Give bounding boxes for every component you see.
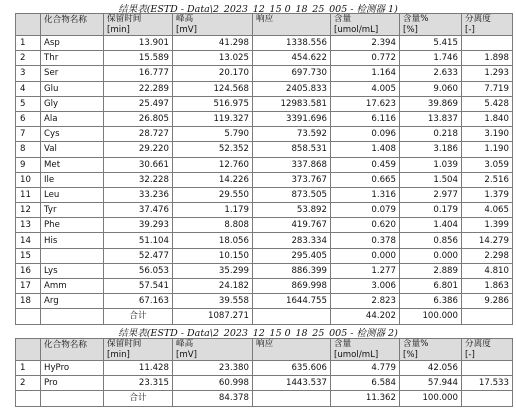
table-row <box>16 248 513 263</box>
cell-conc: 0.620 <box>331 218 400 233</box>
row-index: 12 <box>16 203 41 218</box>
cell-area: 697.730 <box>253 66 331 81</box>
cell-pct: 6.386 <box>400 294 462 309</box>
cell-height: 23.380 <box>173 361 253 376</box>
cell-area: 2405.833 <box>253 81 331 96</box>
cell-res: 14.279 <box>462 233 513 248</box>
cell-conc: 1.408 <box>331 142 400 157</box>
cell-area: 373.767 <box>253 172 331 187</box>
cell-area: 295.405 <box>253 248 331 263</box>
header-res-unit: [-] <box>465 349 475 360</box>
cell-area: 12983.581 <box>253 96 331 111</box>
cell-pct: 1.404 <box>400 218 462 233</box>
header-res-unit: [-] <box>465 24 475 35</box>
cell-height: 119.327 <box>173 111 253 126</box>
cell-area: 869.998 <box>253 279 331 294</box>
header-conc <box>331 14 400 36</box>
row-index: 5 <box>16 96 41 111</box>
compound-name: Pro <box>41 376 104 391</box>
table-row <box>16 263 513 278</box>
cell-pct: 57.944 <box>400 376 462 391</box>
compound-name: Lys <box>41 263 104 278</box>
cell-area: 454.622 <box>253 51 331 66</box>
cell-rt: 32.228 <box>104 172 173 187</box>
header-rt-unit: [min] <box>107 349 130 360</box>
cell-rt: 26.805 <box>104 111 173 126</box>
cell-res: 2.298 <box>462 248 513 263</box>
header-height-label: 峰高 <box>176 14 194 24</box>
row-index: 18 <box>16 294 41 309</box>
cell-pct: 0.179 <box>400 203 462 218</box>
cell-pct: 9.060 <box>400 81 462 96</box>
cell-height: 14.226 <box>173 172 253 187</box>
cell-pct: 2.889 <box>400 263 462 278</box>
header-pct-label: 含量% <box>403 339 429 349</box>
cell-res: 17.533 <box>462 376 513 391</box>
cell-area: 886.399 <box>253 263 331 278</box>
cell-res: 2.516 <box>462 172 513 187</box>
compound-name: Amm <box>41 279 104 294</box>
header-area-label: 响应 <box>256 339 274 349</box>
cell-height: 41.298 <box>173 36 253 51</box>
compound-name: His <box>41 233 104 248</box>
header-name: 化合物名称 <box>41 14 104 36</box>
header-area <box>253 339 331 361</box>
cell-area: 73.592 <box>253 127 331 142</box>
cell-rt: 52.477 <box>104 248 173 263</box>
row-index: 10 <box>16 172 41 187</box>
results-table-detector-2 <box>15 338 513 407</box>
header-area <box>253 14 331 36</box>
cell-conc: 17.623 <box>331 96 400 111</box>
cell-height: 1.179 <box>173 203 253 218</box>
cell-area: 53.892 <box>253 203 331 218</box>
cell-rt: 16.777 <box>104 66 173 81</box>
total-pct: 100.000 <box>400 391 462 406</box>
row-index: 11 <box>16 187 41 202</box>
header-height-unit: [mV] <box>176 349 197 360</box>
compound-name: Ile <box>41 172 104 187</box>
header-res-label: 分离度 <box>465 339 491 349</box>
header-res <box>462 339 513 361</box>
header-height <box>173 14 253 36</box>
table-row <box>16 142 513 157</box>
cell-res <box>462 361 513 376</box>
cell-conc: 0.378 <box>331 233 400 248</box>
cell-rt: 33.236 <box>104 187 173 202</box>
cell-pct: 39.869 <box>400 96 462 111</box>
cell-height: 5.790 <box>173 127 253 142</box>
total-empty <box>16 391 41 406</box>
cell-pct: 1.504 <box>400 172 462 187</box>
compound-name: Leu <box>41 187 104 202</box>
row-index: 4 <box>16 81 41 96</box>
cell-res: 1.863 <box>462 279 513 294</box>
header-pct-unit: [%] <box>403 349 418 360</box>
total-label: 合计 <box>104 309 173 324</box>
header-index <box>16 339 41 361</box>
row-index: 1 <box>16 36 41 51</box>
cell-pct: 1.746 <box>400 51 462 66</box>
header-pct-label: 含量% <box>403 14 429 24</box>
cell-height: 52.352 <box>173 142 253 157</box>
table-row <box>16 376 513 391</box>
compound-name: Val <box>41 142 104 157</box>
total-empty <box>16 309 41 324</box>
cell-res: 7.719 <box>462 81 513 96</box>
cell-rt: 29.220 <box>104 142 173 157</box>
cell-area: 3391.696 <box>253 111 331 126</box>
compound-name: Asp <box>41 36 104 51</box>
total-empty <box>253 309 331 324</box>
cell-conc: 0.079 <box>331 203 400 218</box>
cell-area: 337.868 <box>253 157 331 172</box>
header-height <box>173 339 253 361</box>
cell-height: 516.975 <box>173 96 253 111</box>
cell-rt: 30.661 <box>104 157 173 172</box>
table-row <box>16 51 513 66</box>
cell-area: 858.531 <box>253 142 331 157</box>
table-row <box>16 81 513 96</box>
header-height-label: 峰高 <box>176 339 194 349</box>
cell-rt: 67.163 <box>104 294 173 309</box>
cell-height: 60.998 <box>173 376 253 391</box>
cell-height: 29.550 <box>173 187 253 202</box>
total-label: 合计 <box>104 391 173 406</box>
table-row <box>16 218 513 233</box>
cell-conc: 4.779 <box>331 361 400 376</box>
header-rt-unit: [min] <box>107 24 130 35</box>
table-row <box>16 361 513 376</box>
compound-name: Tyr <box>41 203 104 218</box>
row-index: 1 <box>16 361 41 376</box>
cell-res <box>462 36 513 51</box>
row-index: 2 <box>16 51 41 66</box>
cell-height: 8.808 <box>173 218 253 233</box>
cell-pct: 3.186 <box>400 142 462 157</box>
cell-height: 18.056 <box>173 233 253 248</box>
table-row <box>16 36 513 51</box>
header-conc-unit: [umol/mL] <box>334 349 379 360</box>
cell-conc: 2.394 <box>331 36 400 51</box>
cell-res: 4.065 <box>462 203 513 218</box>
table-row <box>16 157 513 172</box>
cell-pct: 13.837 <box>400 111 462 126</box>
cell-conc: 1.316 <box>331 187 400 202</box>
cell-height: 24.182 <box>173 279 253 294</box>
cell-area: 419.767 <box>253 218 331 233</box>
header-index <box>16 14 41 36</box>
header-rt <box>104 339 173 361</box>
cell-conc: 4.005 <box>331 81 400 96</box>
cell-pct: 0.218 <box>400 127 462 142</box>
header-rt-label: 保留时间 <box>107 14 142 24</box>
cell-conc: 0.459 <box>331 157 400 172</box>
row-index: 2 <box>16 376 41 391</box>
cell-conc: 1.164 <box>331 66 400 81</box>
cell-pct: 5.415 <box>400 36 462 51</box>
cell-conc: 3.006 <box>331 279 400 294</box>
cell-pct: 2.977 <box>400 187 462 202</box>
cell-rt: 37.476 <box>104 203 173 218</box>
cell-res: 1.379 <box>462 187 513 202</box>
table-row <box>16 294 513 309</box>
table2-title: 结果表(ESTD - Data\2_2023_12_15 0_18_25_005 - 检测器 2) <box>118 328 398 339</box>
row-index: 16 <box>16 263 41 278</box>
total-height: 1087.271 <box>173 309 253 324</box>
cell-rt: 23.315 <box>104 376 173 391</box>
cell-rt: 28.727 <box>104 127 173 142</box>
cell-res: 5.428 <box>462 96 513 111</box>
cell-conc: 6.584 <box>331 376 400 391</box>
table-row <box>16 172 513 187</box>
cell-pct: 6.801 <box>400 279 462 294</box>
table-row <box>16 127 513 142</box>
header-pct <box>400 14 462 36</box>
header-conc-unit: [umol/mL] <box>334 24 379 35</box>
total-empty <box>41 391 104 406</box>
row-index: 9 <box>16 157 41 172</box>
total-row <box>16 309 513 324</box>
cell-area: 1338.556 <box>253 36 331 51</box>
cell-area: 283.334 <box>253 233 331 248</box>
header-area-label: 响应 <box>256 14 274 24</box>
header-name: 化合物名称 <box>41 339 104 361</box>
header-pct <box>400 339 462 361</box>
cell-height: 39.558 <box>173 294 253 309</box>
header-row <box>16 14 513 36</box>
compound-name: Arg <box>41 294 104 309</box>
total-row <box>16 391 513 406</box>
row-index: 15 <box>16 248 41 263</box>
cell-area: 873.505 <box>253 187 331 202</box>
cell-rt: 56.053 <box>104 263 173 278</box>
cell-rt: 13.901 <box>104 36 173 51</box>
total-empty <box>462 309 513 324</box>
cell-pct: 0.856 <box>400 233 462 248</box>
header-res-label: 分离度 <box>465 14 491 24</box>
cell-rt: 25.497 <box>104 96 173 111</box>
row-index: 17 <box>16 279 41 294</box>
compound-name: Thr <box>41 51 104 66</box>
cell-res: 1.898 <box>462 51 513 66</box>
cell-height: 13.025 <box>173 51 253 66</box>
row-index: 8 <box>16 142 41 157</box>
compound-name <box>41 248 104 263</box>
header-rt <box>104 14 173 36</box>
cell-height: 20.170 <box>173 66 253 81</box>
total-pct: 100.000 <box>400 309 462 324</box>
cell-area: 635.606 <box>253 361 331 376</box>
total-empty <box>462 391 513 406</box>
compound-name: Gly <box>41 96 104 111</box>
cell-area: 1644.755 <box>253 294 331 309</box>
cell-res: 3.190 <box>462 127 513 142</box>
header-res <box>462 14 513 36</box>
header-pct-unit: [%] <box>403 24 418 35</box>
table-row <box>16 96 513 111</box>
total-conc: 11.362 <box>331 391 400 406</box>
cell-rt: 39.293 <box>104 218 173 233</box>
cell-rt: 15.589 <box>104 51 173 66</box>
cell-res: 1.399 <box>462 218 513 233</box>
table1-title: 结果表(ESTD - Data\2_2023_12_15 0_18_25_005 - 检测器 1) <box>118 4 398 15</box>
cell-conc: 1.277 <box>331 263 400 278</box>
cell-conc: 6.116 <box>331 111 400 126</box>
header-height-unit: [mV] <box>176 24 197 35</box>
cell-rt: 57.541 <box>104 279 173 294</box>
total-height: 84.378 <box>173 391 253 406</box>
cell-height: 10.150 <box>173 248 253 263</box>
cell-conc: 2.823 <box>331 294 400 309</box>
row-index: 7 <box>16 127 41 142</box>
results-table-detector-1 <box>15 13 513 325</box>
cell-height: 124.568 <box>173 81 253 96</box>
cell-pct: 2.633 <box>400 66 462 81</box>
cell-conc: 0.000 <box>331 248 400 263</box>
cell-conc: 0.096 <box>331 127 400 142</box>
row-index: 13 <box>16 218 41 233</box>
row-index: 3 <box>16 66 41 81</box>
table-row <box>16 233 513 248</box>
header-conc-label: 含量 <box>334 339 352 349</box>
compound-name: Glu <box>41 81 104 96</box>
compound-name: Ala <box>41 111 104 126</box>
total-conc: 44.202 <box>331 309 400 324</box>
total-empty <box>253 391 331 406</box>
compound-name: Met <box>41 157 104 172</box>
row-index: 14 <box>16 233 41 248</box>
header-conc-label: 含量 <box>334 14 352 24</box>
cell-conc: 0.772 <box>331 51 400 66</box>
header-conc <box>331 339 400 361</box>
cell-area: 1443.537 <box>253 376 331 391</box>
compound-name: Phe <box>41 218 104 233</box>
cell-res: 1.293 <box>462 66 513 81</box>
cell-height: 12.760 <box>173 157 253 172</box>
cell-pct: 1.039 <box>400 157 462 172</box>
cell-res: 3.059 <box>462 157 513 172</box>
cell-rt: 51.104 <box>104 233 173 248</box>
cell-pct: 0.000 <box>400 248 462 263</box>
cell-res: 1.190 <box>462 142 513 157</box>
header-rt-label: 保留时间 <box>107 339 142 349</box>
cell-res: 1.840 <box>462 111 513 126</box>
row-index: 6 <box>16 111 41 126</box>
cell-pct: 42.056 <box>400 361 462 376</box>
cell-res: 4.810 <box>462 263 513 278</box>
total-empty <box>41 309 104 324</box>
cell-res: 9.286 <box>462 294 513 309</box>
compound-name: Cys <box>41 127 104 142</box>
compound-name: HyPro <box>41 361 104 376</box>
cell-rt: 11.428 <box>104 361 173 376</box>
cell-conc: 0.665 <box>331 172 400 187</box>
header-row <box>16 339 513 361</box>
cell-rt: 22.289 <box>104 81 173 96</box>
cell-height: 35.299 <box>173 263 253 278</box>
table-row <box>16 66 513 81</box>
compound-name: Ser <box>41 66 104 81</box>
table-row <box>16 187 513 202</box>
table-row <box>16 111 513 126</box>
table-row <box>16 279 513 294</box>
table-row <box>16 203 513 218</box>
